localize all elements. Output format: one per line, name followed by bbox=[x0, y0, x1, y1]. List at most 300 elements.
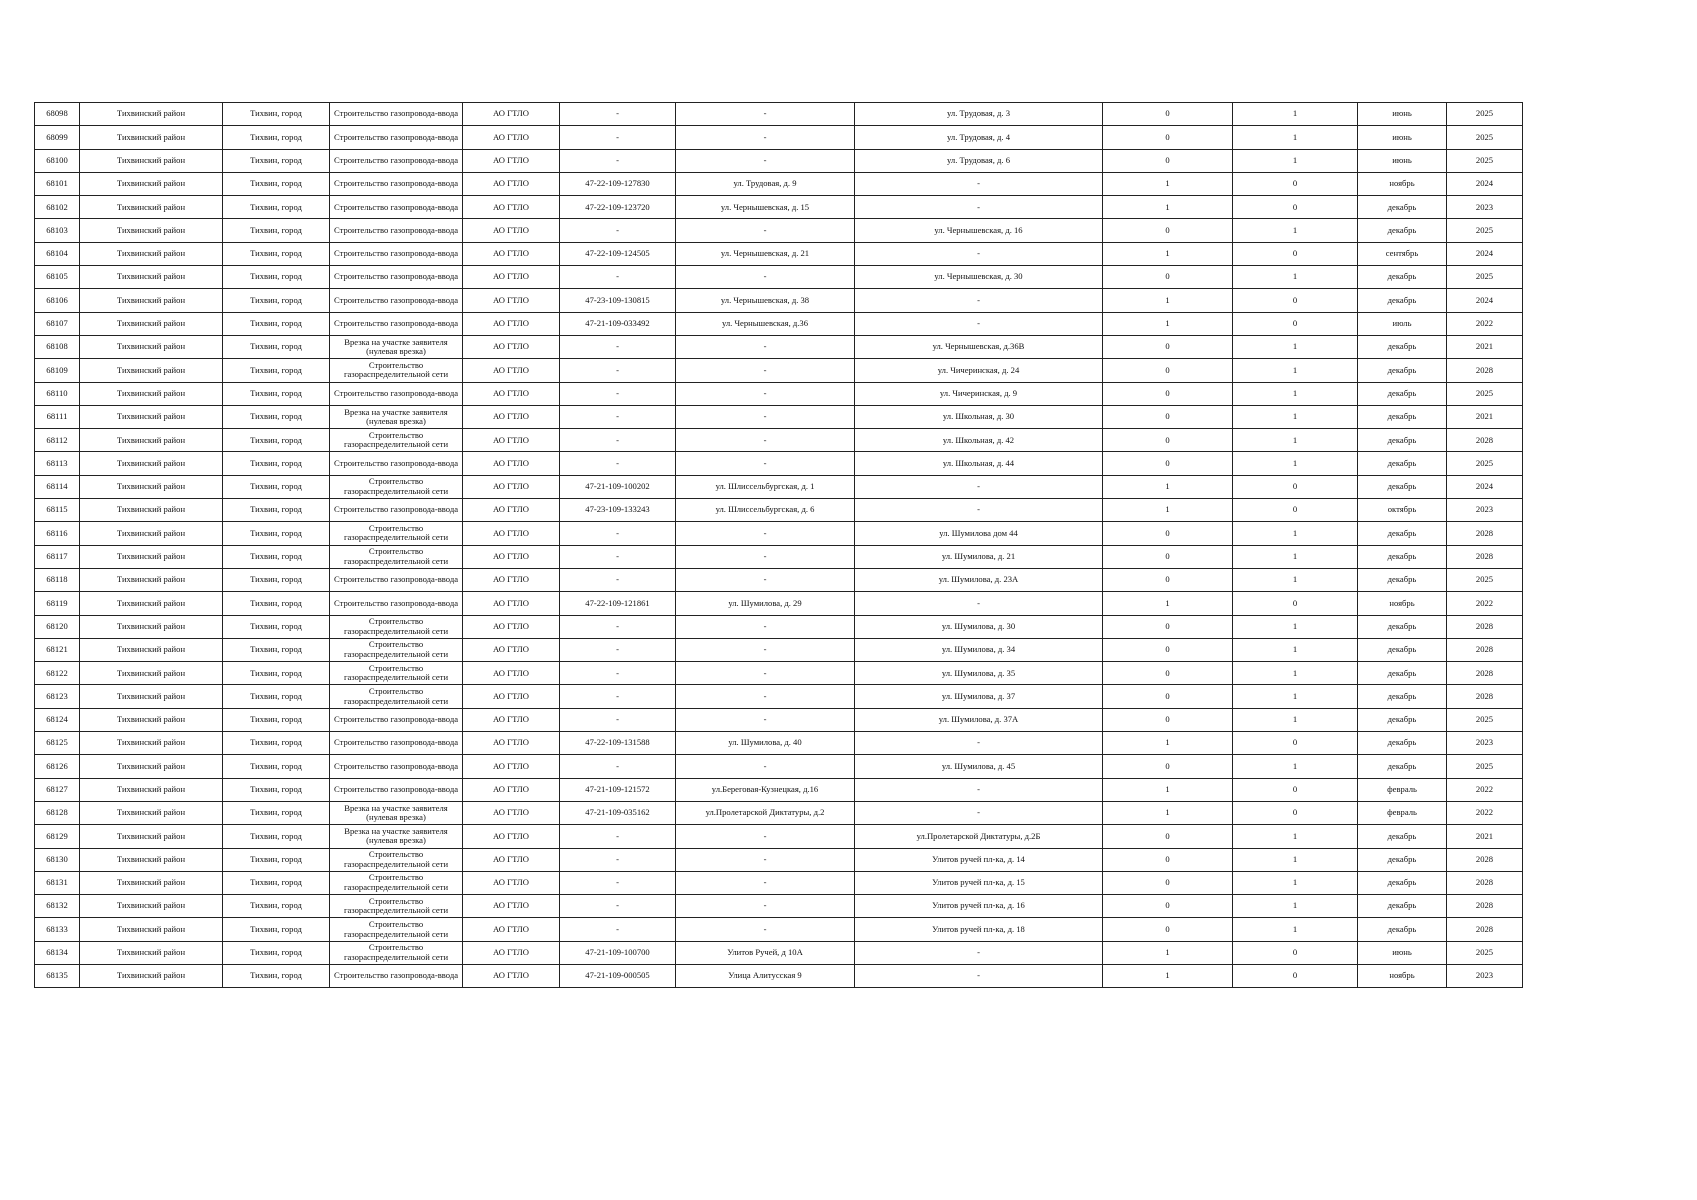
organization-cell: АО ГТЛО bbox=[463, 405, 560, 428]
count-a-cell: 0 bbox=[1103, 545, 1233, 568]
month-cell: ноябрь bbox=[1358, 964, 1447, 987]
planned-address-cell: - bbox=[855, 964, 1103, 987]
cadastral-number-cell: - bbox=[560, 662, 676, 685]
address-cell: - bbox=[676, 568, 855, 591]
planned-address-cell: ул. Шумилова, д. 37А bbox=[855, 708, 1103, 731]
settlement-cell: Тихвин, город bbox=[223, 242, 330, 265]
work-type-cell: Строительство газораспределительной сети bbox=[330, 359, 463, 382]
planned-address-cell: Улитов ручей пл-ка, д. 15 bbox=[855, 871, 1103, 894]
planned-address-cell: ул. Чернышевская, д.36В bbox=[855, 335, 1103, 358]
planned-address-cell: ул. Шумилова, д. 21 bbox=[855, 545, 1103, 568]
month-cell: декабрь bbox=[1358, 522, 1447, 545]
work-type-cell: Строительство газопровода-ввода bbox=[330, 708, 463, 731]
cadastral-number-cell: - bbox=[560, 895, 676, 918]
cadastral-number-cell: - bbox=[560, 522, 676, 545]
organization-cell: АО ГТЛО bbox=[463, 219, 560, 242]
work-type-cell: Строительство газораспределительной сети bbox=[330, 662, 463, 685]
table-row bbox=[35, 126, 1523, 149]
table-row bbox=[35, 662, 1523, 685]
organization-cell: АО ГТЛО bbox=[463, 266, 560, 289]
settlement-cell: Тихвин, город bbox=[223, 359, 330, 382]
table-row bbox=[35, 592, 1523, 615]
cadastral-number-cell: 47-21-109-033492 bbox=[560, 312, 676, 335]
month-cell: июль bbox=[1358, 312, 1447, 335]
work-type-cell: Строительство газопровода-ввода bbox=[330, 219, 463, 242]
district-cell: Тихвинский район bbox=[80, 219, 223, 242]
organization-cell: АО ГТЛО bbox=[463, 242, 560, 265]
organization-cell: АО ГТЛО bbox=[463, 568, 560, 591]
organization-cell: АО ГТЛО bbox=[463, 871, 560, 894]
cadastral-number-cell: - bbox=[560, 266, 676, 289]
organization-cell: АО ГТЛО bbox=[463, 615, 560, 638]
settlement-cell: Тихвин, город bbox=[223, 289, 330, 312]
organization-cell: АО ГТЛО bbox=[463, 312, 560, 335]
district-cell: Тихвинский район bbox=[80, 848, 223, 871]
district-cell: Тихвинский район bbox=[80, 126, 223, 149]
year-cell: 2028 bbox=[1447, 918, 1523, 941]
work-type-cell: Строительство газопровода-ввода bbox=[330, 149, 463, 172]
planned-address-cell: ул. Школьная, д. 30 bbox=[855, 405, 1103, 428]
work-type-cell: Строительство газораспределительной сети bbox=[330, 475, 463, 498]
count-a-cell: 0 bbox=[1103, 615, 1233, 638]
cadastral-number-cell: - bbox=[560, 825, 676, 848]
year-cell: 2024 bbox=[1447, 289, 1523, 312]
work-type-cell: Строительство газопровода-ввода bbox=[330, 732, 463, 755]
table-row bbox=[35, 266, 1523, 289]
settlement-cell: Тихвин, город bbox=[223, 568, 330, 591]
cadastral-number-cell: 47-23-109-133243 bbox=[560, 499, 676, 522]
count-b-cell: 1 bbox=[1233, 615, 1358, 638]
count-a-cell: 0 bbox=[1103, 708, 1233, 731]
count-a-cell: 1 bbox=[1103, 778, 1233, 801]
cadastral-number-cell: - bbox=[560, 755, 676, 778]
cadastral-number-cell: - bbox=[560, 405, 676, 428]
planned-address-cell: ул. Чичеринская, д. 9 bbox=[855, 382, 1103, 405]
address-cell: ул. Трудовая, д. 9 bbox=[676, 172, 855, 195]
settlement-cell: Тихвин, город bbox=[223, 475, 330, 498]
month-cell: июнь bbox=[1358, 941, 1447, 964]
count-a-cell: 1 bbox=[1103, 289, 1233, 312]
month-cell: декабрь bbox=[1358, 871, 1447, 894]
planned-address-cell: Улитов ручей пл-ка, д. 16 bbox=[855, 895, 1103, 918]
district-cell: Тихвинский район bbox=[80, 149, 223, 172]
count-a-cell: 0 bbox=[1103, 848, 1233, 871]
organization-cell: АО ГТЛО bbox=[463, 335, 560, 358]
count-b-cell: 1 bbox=[1233, 219, 1358, 242]
address-cell: ул. Шумилова, д. 40 bbox=[676, 732, 855, 755]
month-cell: декабрь bbox=[1358, 289, 1447, 312]
row-id-cell: 68108 bbox=[35, 335, 80, 358]
count-a-cell: 0 bbox=[1103, 149, 1233, 172]
table-row bbox=[35, 638, 1523, 661]
work-type-cell: Строительство газораспределительной сети bbox=[330, 871, 463, 894]
row-id-cell: 68115 bbox=[35, 499, 80, 522]
settlement-cell: Тихвин, город bbox=[223, 895, 330, 918]
month-cell: декабрь bbox=[1358, 266, 1447, 289]
year-cell: 2023 bbox=[1447, 499, 1523, 522]
district-cell: Тихвинский район bbox=[80, 172, 223, 195]
district-cell: Тихвинский район bbox=[80, 568, 223, 591]
year-cell: 2025 bbox=[1447, 126, 1523, 149]
cadastral-number-cell: - bbox=[560, 568, 676, 591]
district-cell: Тихвинский район bbox=[80, 778, 223, 801]
district-cell: Тихвинский район bbox=[80, 266, 223, 289]
planned-address-cell: ул.Пролетарской Диктатуры, д.2Б bbox=[855, 825, 1103, 848]
count-a-cell: 0 bbox=[1103, 126, 1233, 149]
cadastral-number-cell: - bbox=[560, 685, 676, 708]
count-b-cell: 0 bbox=[1233, 499, 1358, 522]
settlement-cell: Тихвин, город bbox=[223, 848, 330, 871]
cadastral-number-cell: 47-22-109-123720 bbox=[560, 196, 676, 219]
settlement-cell: Тихвин, город bbox=[223, 964, 330, 987]
table-row bbox=[35, 755, 1523, 778]
row-id-cell: 68134 bbox=[35, 941, 80, 964]
count-a-cell: 1 bbox=[1103, 196, 1233, 219]
organization-cell: АО ГТЛО bbox=[463, 964, 560, 987]
cadastral-number-cell: - bbox=[560, 615, 676, 638]
count-a-cell: 0 bbox=[1103, 895, 1233, 918]
month-cell: декабрь bbox=[1358, 662, 1447, 685]
address-cell: - bbox=[676, 848, 855, 871]
year-cell: 2025 bbox=[1447, 149, 1523, 172]
month-cell: декабрь bbox=[1358, 196, 1447, 219]
count-b-cell: 1 bbox=[1233, 848, 1358, 871]
planned-address-cell: - bbox=[855, 196, 1103, 219]
settlement-cell: Тихвин, город bbox=[223, 126, 330, 149]
cadastral-number-cell: - bbox=[560, 918, 676, 941]
work-type-cell: Строительство газопровода-ввода bbox=[330, 172, 463, 195]
cadastral-number-cell: - bbox=[560, 149, 676, 172]
cadastral-number-cell: - bbox=[560, 126, 676, 149]
district-cell: Тихвинский район bbox=[80, 382, 223, 405]
row-id-cell: 68112 bbox=[35, 429, 80, 452]
planned-address-cell: - bbox=[855, 289, 1103, 312]
row-id-cell: 68106 bbox=[35, 289, 80, 312]
count-a-cell: 0 bbox=[1103, 825, 1233, 848]
planned-address-cell: - bbox=[855, 242, 1103, 265]
row-id-cell: 68099 bbox=[35, 126, 80, 149]
settlement-cell: Тихвин, город bbox=[223, 918, 330, 941]
year-cell: 2023 bbox=[1447, 964, 1523, 987]
count-a-cell: 0 bbox=[1103, 219, 1233, 242]
data-table bbox=[34, 102, 1523, 988]
address-cell: - bbox=[676, 918, 855, 941]
table-row bbox=[35, 289, 1523, 312]
table-row bbox=[35, 405, 1523, 428]
count-b-cell: 0 bbox=[1233, 312, 1358, 335]
cadastral-number-cell: 47-21-109-100202 bbox=[560, 475, 676, 498]
row-id-cell: 68116 bbox=[35, 522, 80, 545]
settlement-cell: Тихвин, город bbox=[223, 219, 330, 242]
cadastral-number-cell: - bbox=[560, 452, 676, 475]
table-row bbox=[35, 825, 1523, 848]
organization-cell: АО ГТЛО bbox=[463, 126, 560, 149]
address-cell: - bbox=[676, 871, 855, 894]
address-cell: ул. Чернышевская, д. 38 bbox=[676, 289, 855, 312]
planned-address-cell: ул. Школьная, д. 42 bbox=[855, 429, 1103, 452]
settlement-cell: Тихвин, город bbox=[223, 452, 330, 475]
district-cell: Тихвинский район bbox=[80, 895, 223, 918]
organization-cell: АО ГТЛО bbox=[463, 429, 560, 452]
cadastral-number-cell: - bbox=[560, 382, 676, 405]
settlement-cell: Тихвин, город bbox=[223, 429, 330, 452]
month-cell: сентябрь bbox=[1358, 242, 1447, 265]
address-cell: - bbox=[676, 662, 855, 685]
address-cell: ул. Шлиссельбургская, д. 1 bbox=[676, 475, 855, 498]
count-b-cell: 1 bbox=[1233, 895, 1358, 918]
organization-cell: АО ГТЛО bbox=[463, 545, 560, 568]
work-type-cell: Строительство газораспределительной сети bbox=[330, 522, 463, 545]
count-b-cell: 0 bbox=[1233, 778, 1358, 801]
address-cell: - bbox=[676, 825, 855, 848]
cadastral-number-cell: 47-21-109-100700 bbox=[560, 941, 676, 964]
month-cell: ноябрь bbox=[1358, 172, 1447, 195]
count-a-cell: 0 bbox=[1103, 685, 1233, 708]
month-cell: декабрь bbox=[1358, 685, 1447, 708]
cadastral-number-cell: - bbox=[560, 103, 676, 126]
year-cell: 2028 bbox=[1447, 662, 1523, 685]
row-id-cell: 68104 bbox=[35, 242, 80, 265]
count-b-cell: 1 bbox=[1233, 825, 1358, 848]
district-cell: Тихвинский район bbox=[80, 405, 223, 428]
planned-address-cell: - bbox=[855, 475, 1103, 498]
count-a-cell: 0 bbox=[1103, 568, 1233, 591]
table-row bbox=[35, 172, 1523, 195]
year-cell: 2025 bbox=[1447, 568, 1523, 591]
count-b-cell: 1 bbox=[1233, 126, 1358, 149]
organization-cell: АО ГТЛО bbox=[463, 359, 560, 382]
count-a-cell: 1 bbox=[1103, 964, 1233, 987]
table-row bbox=[35, 196, 1523, 219]
row-id-cell: 68098 bbox=[35, 103, 80, 126]
planned-address-cell: Улитов ручей пл-ка, д. 18 bbox=[855, 918, 1103, 941]
year-cell: 2025 bbox=[1447, 382, 1523, 405]
work-type-cell: Строительство газопровода-ввода bbox=[330, 778, 463, 801]
count-a-cell: 1 bbox=[1103, 172, 1233, 195]
work-type-cell: Врезка на участке заявителя (нулевая врезка) bbox=[330, 801, 463, 824]
address-cell: - bbox=[676, 708, 855, 731]
row-id-cell: 68129 bbox=[35, 825, 80, 848]
count-b-cell: 0 bbox=[1233, 592, 1358, 615]
count-b-cell: 1 bbox=[1233, 638, 1358, 661]
count-a-cell: 1 bbox=[1103, 732, 1233, 755]
organization-cell: АО ГТЛО bbox=[463, 592, 560, 615]
count-b-cell: 0 bbox=[1233, 732, 1358, 755]
row-id-cell: 68119 bbox=[35, 592, 80, 615]
settlement-cell: Тихвин, город bbox=[223, 382, 330, 405]
planned-address-cell: - bbox=[855, 778, 1103, 801]
cadastral-number-cell: - bbox=[560, 359, 676, 382]
row-id-cell: 68123 bbox=[35, 685, 80, 708]
table-row bbox=[35, 848, 1523, 871]
planned-address-cell: ул. Шумилова, д. 45 bbox=[855, 755, 1103, 778]
cadastral-number-cell: 47-22-109-127830 bbox=[560, 172, 676, 195]
planned-address-cell: - bbox=[855, 499, 1103, 522]
year-cell: 2024 bbox=[1447, 242, 1523, 265]
count-b-cell: 1 bbox=[1233, 568, 1358, 591]
count-a-cell: 0 bbox=[1103, 335, 1233, 358]
row-id-cell: 68130 bbox=[35, 848, 80, 871]
organization-cell: АО ГТЛО bbox=[463, 149, 560, 172]
cadastral-number-cell: 47-21-109-000505 bbox=[560, 964, 676, 987]
table-row bbox=[35, 964, 1523, 987]
month-cell: декабрь bbox=[1358, 848, 1447, 871]
count-b-cell: 0 bbox=[1233, 801, 1358, 824]
address-cell: - bbox=[676, 266, 855, 289]
address-cell: - bbox=[676, 638, 855, 661]
table-row bbox=[35, 941, 1523, 964]
organization-cell: АО ГТЛО bbox=[463, 801, 560, 824]
table-row bbox=[35, 778, 1523, 801]
table-row bbox=[35, 918, 1523, 941]
table-row bbox=[35, 103, 1523, 126]
month-cell: декабрь bbox=[1358, 708, 1447, 731]
district-cell: Тихвинский район bbox=[80, 871, 223, 894]
table-row bbox=[35, 475, 1523, 498]
cadastral-number-cell: 47-22-109-131588 bbox=[560, 732, 676, 755]
row-id-cell: 68117 bbox=[35, 545, 80, 568]
year-cell: 2028 bbox=[1447, 848, 1523, 871]
district-cell: Тихвинский район bbox=[80, 964, 223, 987]
district-cell: Тихвинский район bbox=[80, 662, 223, 685]
settlement-cell: Тихвин, город bbox=[223, 172, 330, 195]
address-cell: - bbox=[676, 429, 855, 452]
table-row bbox=[35, 522, 1523, 545]
count-b-cell: 1 bbox=[1233, 871, 1358, 894]
organization-cell: АО ГТЛО bbox=[463, 685, 560, 708]
work-type-cell: Строительство газопровода-ввода bbox=[330, 382, 463, 405]
planned-address-cell: ул. Трудовая, д. 3 bbox=[855, 103, 1103, 126]
year-cell: 2028 bbox=[1447, 638, 1523, 661]
work-type-cell: Строительство газопровода-ввода bbox=[330, 289, 463, 312]
planned-address-cell: ул. Трудовая, д. 6 bbox=[855, 149, 1103, 172]
count-b-cell: 0 bbox=[1233, 941, 1358, 964]
year-cell: 2025 bbox=[1447, 219, 1523, 242]
month-cell: декабрь bbox=[1358, 335, 1447, 358]
table-row bbox=[35, 149, 1523, 172]
address-cell: - bbox=[676, 755, 855, 778]
row-id-cell: 68125 bbox=[35, 732, 80, 755]
row-id-cell: 68122 bbox=[35, 662, 80, 685]
table-row bbox=[35, 708, 1523, 731]
table-row bbox=[35, 382, 1523, 405]
row-id-cell: 68132 bbox=[35, 895, 80, 918]
planned-address-cell: - bbox=[855, 312, 1103, 335]
address-cell: - bbox=[676, 103, 855, 126]
organization-cell: АО ГТЛО bbox=[463, 522, 560, 545]
month-cell: декабрь bbox=[1358, 638, 1447, 661]
organization-cell: АО ГТЛО bbox=[463, 918, 560, 941]
year-cell: 2025 bbox=[1447, 266, 1523, 289]
month-cell: декабрь bbox=[1358, 545, 1447, 568]
count-b-cell: 1 bbox=[1233, 103, 1358, 126]
month-cell: декабрь bbox=[1358, 429, 1447, 452]
count-b-cell: 1 bbox=[1233, 382, 1358, 405]
month-cell: июнь bbox=[1358, 149, 1447, 172]
work-type-cell: Строительство газораспределительной сети bbox=[330, 638, 463, 661]
month-cell: декабрь bbox=[1358, 615, 1447, 638]
row-id-cell: 68127 bbox=[35, 778, 80, 801]
settlement-cell: Тихвин, город bbox=[223, 755, 330, 778]
address-cell: - bbox=[676, 219, 855, 242]
row-id-cell: 68103 bbox=[35, 219, 80, 242]
row-id-cell: 68124 bbox=[35, 708, 80, 731]
organization-cell: АО ГТЛО bbox=[463, 662, 560, 685]
year-cell: 2028 bbox=[1447, 545, 1523, 568]
table-row bbox=[35, 452, 1523, 475]
row-id-cell: 68111 bbox=[35, 405, 80, 428]
work-type-cell: Строительство газопровода-ввода bbox=[330, 266, 463, 289]
district-cell: Тихвинский район bbox=[80, 708, 223, 731]
month-cell: ноябрь bbox=[1358, 592, 1447, 615]
row-id-cell: 68102 bbox=[35, 196, 80, 219]
count-b-cell: 1 bbox=[1233, 452, 1358, 475]
address-cell: ул. Шумилова, д. 29 bbox=[676, 592, 855, 615]
work-type-cell: Строительство газопровода-ввода bbox=[330, 568, 463, 591]
settlement-cell: Тихвин, город bbox=[223, 312, 330, 335]
count-b-cell: 1 bbox=[1233, 359, 1358, 382]
month-cell: декабрь bbox=[1358, 755, 1447, 778]
count-b-cell: 1 bbox=[1233, 149, 1358, 172]
address-cell: - bbox=[676, 545, 855, 568]
row-id-cell: 68109 bbox=[35, 359, 80, 382]
count-a-cell: 0 bbox=[1103, 918, 1233, 941]
planned-address-cell: ул. Чернышевская, д. 16 bbox=[855, 219, 1103, 242]
work-type-cell: Строительство газопровода-ввода bbox=[330, 312, 463, 335]
organization-cell: АО ГТЛО bbox=[463, 825, 560, 848]
count-a-cell: 0 bbox=[1103, 405, 1233, 428]
count-a-cell: 1 bbox=[1103, 592, 1233, 615]
row-id-cell: 68105 bbox=[35, 266, 80, 289]
planned-address-cell: ул. Шумилова, д. 30 bbox=[855, 615, 1103, 638]
district-cell: Тихвинский район bbox=[80, 499, 223, 522]
district-cell: Тихвинский район bbox=[80, 103, 223, 126]
table-row bbox=[35, 429, 1523, 452]
count-a-cell: 1 bbox=[1103, 475, 1233, 498]
address-cell: Улитов Ручей, д 10А bbox=[676, 941, 855, 964]
planned-address-cell: ул. Шумилова, д. 34 bbox=[855, 638, 1103, 661]
district-cell: Тихвинский район bbox=[80, 359, 223, 382]
address-cell: - bbox=[676, 335, 855, 358]
table-row bbox=[35, 615, 1523, 638]
work-type-cell: Строительство газопровода-ввода bbox=[330, 964, 463, 987]
settlement-cell: Тихвин, город bbox=[223, 871, 330, 894]
address-cell: - bbox=[676, 126, 855, 149]
count-a-cell: 0 bbox=[1103, 755, 1233, 778]
month-cell: декабрь bbox=[1358, 405, 1447, 428]
work-type-cell: Строительство газопровода-ввода bbox=[330, 126, 463, 149]
district-cell: Тихвинский район bbox=[80, 755, 223, 778]
work-type-cell: Строительство газораспределительной сети bbox=[330, 615, 463, 638]
planned-address-cell: - bbox=[855, 941, 1103, 964]
settlement-cell: Тихвин, город bbox=[223, 196, 330, 219]
row-id-cell: 68126 bbox=[35, 755, 80, 778]
settlement-cell: Тихвин, город bbox=[223, 405, 330, 428]
settlement-cell: Тихвин, город bbox=[223, 522, 330, 545]
work-type-cell: Строительство газораспределительной сети bbox=[330, 895, 463, 918]
settlement-cell: Тихвин, город bbox=[223, 499, 330, 522]
year-cell: 2022 bbox=[1447, 312, 1523, 335]
month-cell: февраль bbox=[1358, 778, 1447, 801]
district-cell: Тихвинский район bbox=[80, 475, 223, 498]
work-type-cell: Строительство газораспределительной сети bbox=[330, 685, 463, 708]
table-row bbox=[35, 335, 1523, 358]
count-b-cell: 0 bbox=[1233, 242, 1358, 265]
district-cell: Тихвинский район bbox=[80, 312, 223, 335]
year-cell: 2028 bbox=[1447, 895, 1523, 918]
table-row bbox=[35, 801, 1523, 824]
count-b-cell: 1 bbox=[1233, 708, 1358, 731]
